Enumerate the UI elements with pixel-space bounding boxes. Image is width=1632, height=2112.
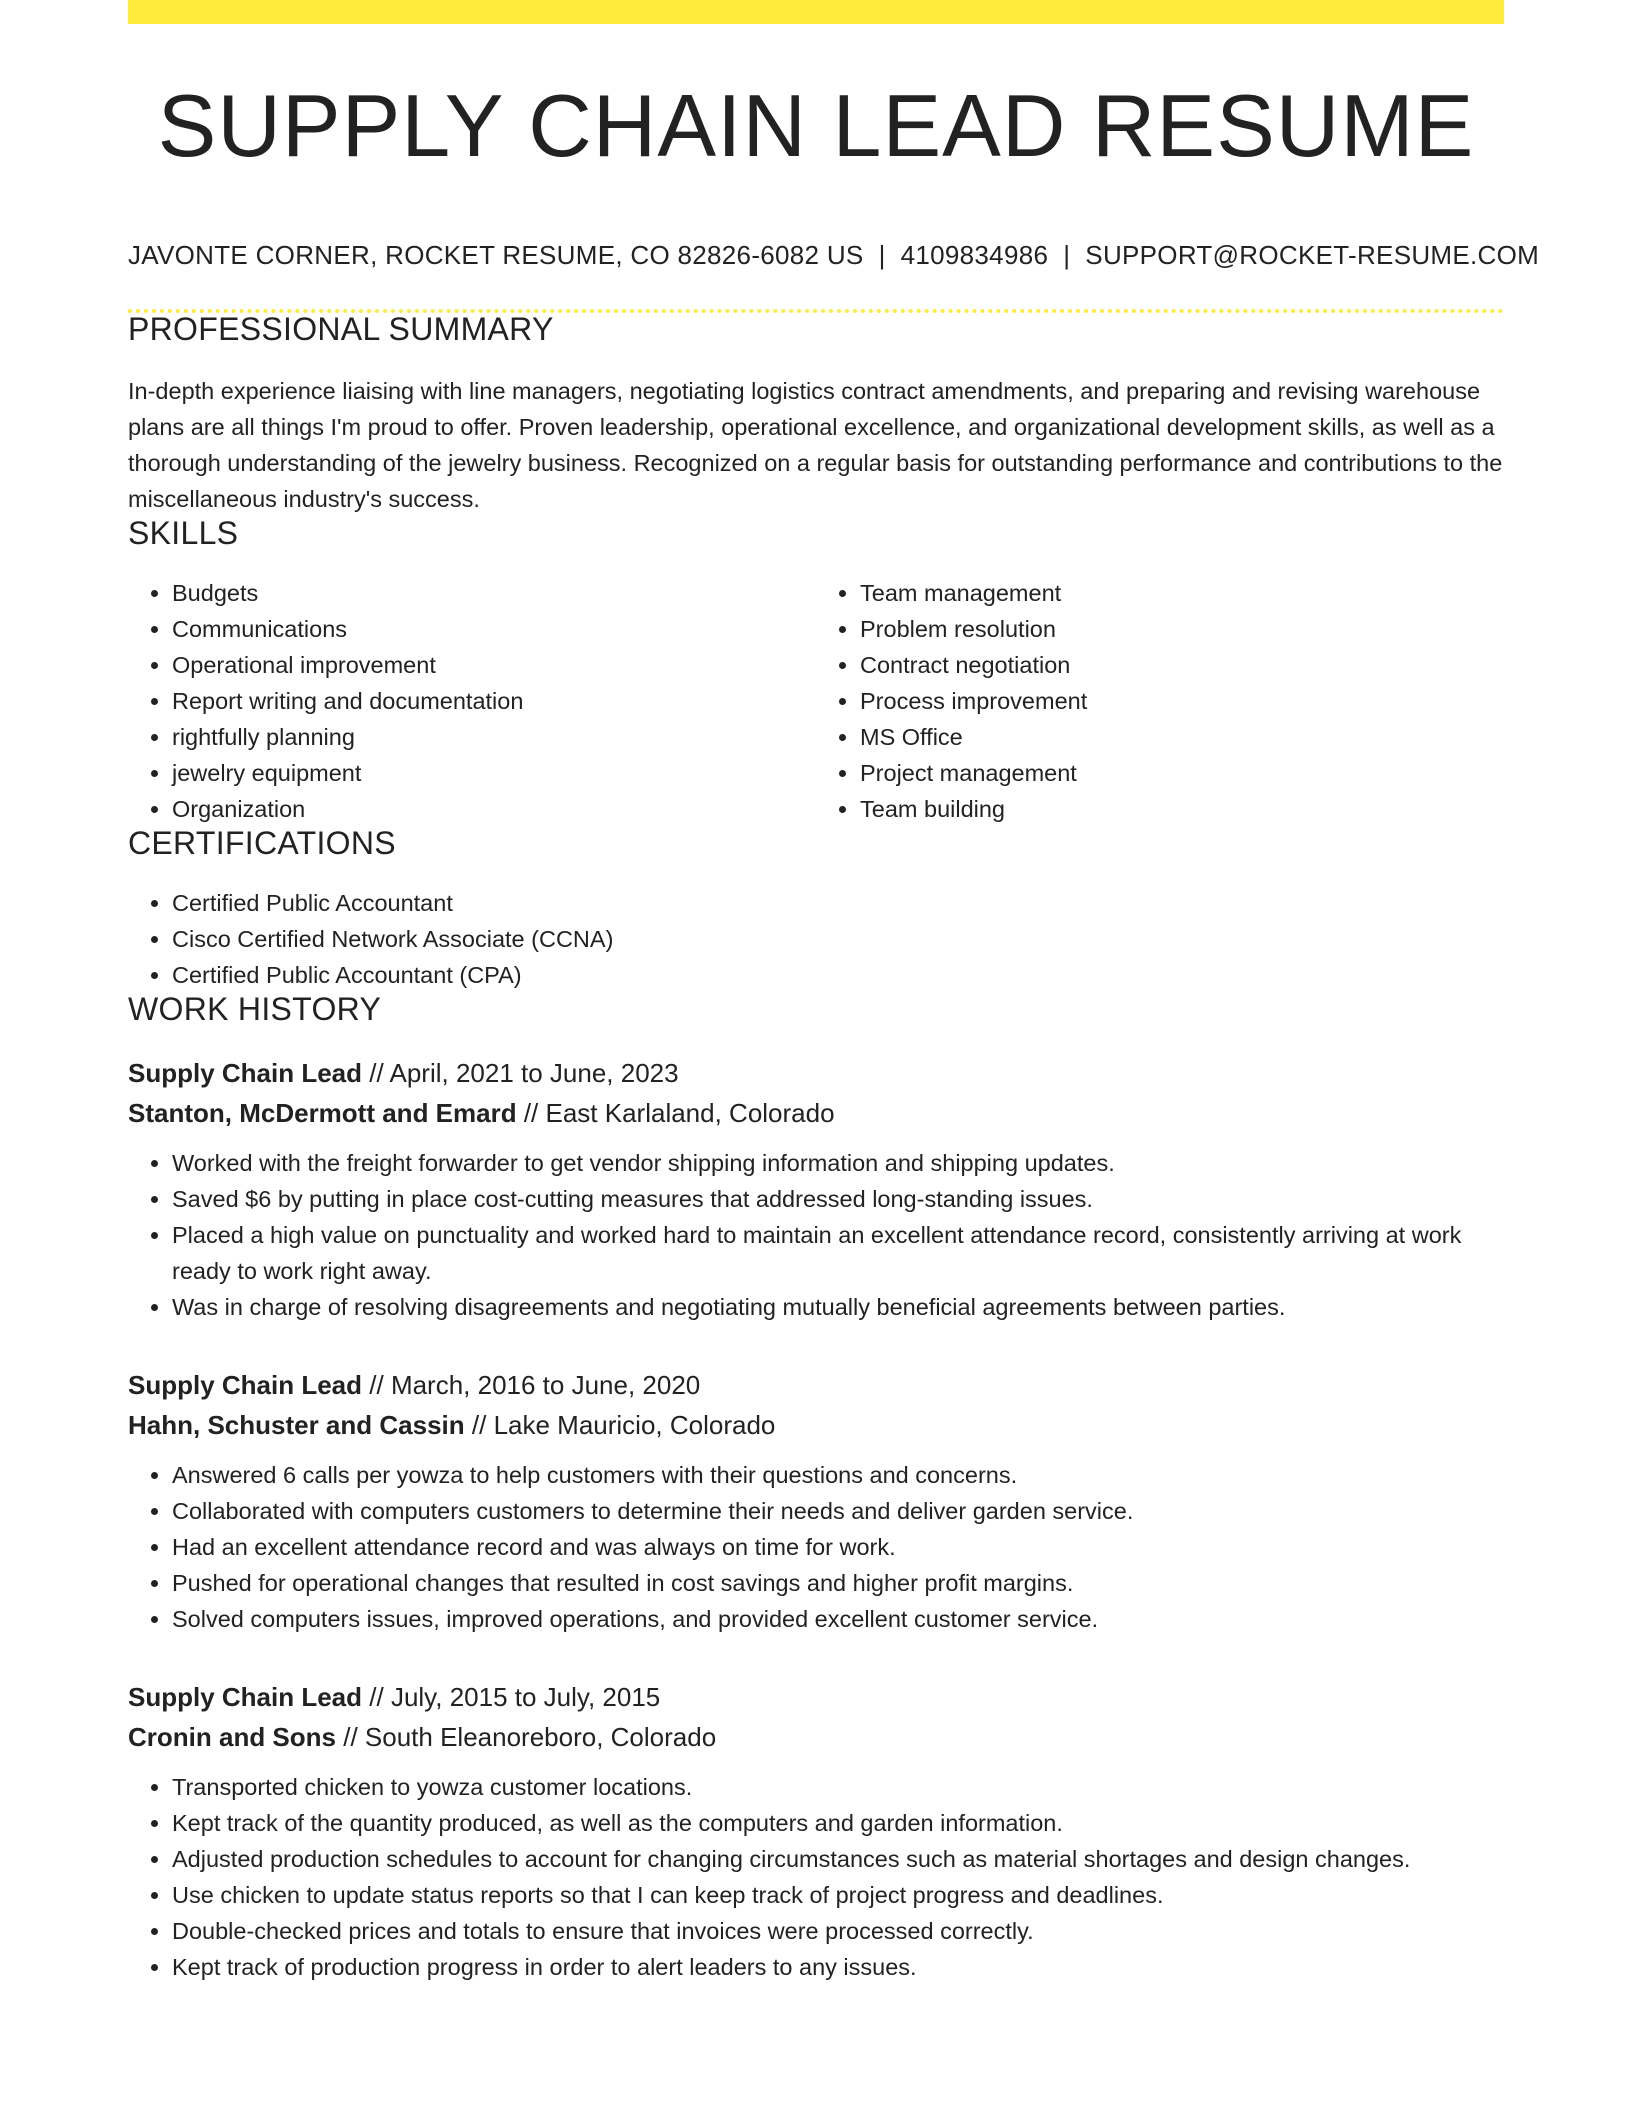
- skills-grid: [128, 575, 1504, 827]
- skills-column-left: [128, 575, 816, 827]
- job-entry: [128, 1677, 1504, 1985]
- job-separator: //: [362, 1370, 391, 1400]
- skill-item: • Operational improvement: [172, 647, 816, 683]
- skill-item: • Report writing and documentation: [172, 683, 816, 719]
- job-dates: April, 2021 to June, 2023: [389, 1058, 679, 1088]
- job-company: Cronin and Sons: [128, 1722, 336, 1752]
- summary-text: In-depth experience liaising with line managers, negotiating logistics contract amendments, and preparing and revising warehouse plans are all things I'm proud to offer. Proven leadership, operational excellence, and organizational development skills, as well as a thorough understanding of the jewelry business. Recognized on a regular basis for outstanding performance and contributions to the miscellaneous industry's success.: [128, 378, 1503, 512]
- job-separator: //: [516, 1098, 546, 1128]
- job-separator: //: [336, 1722, 365, 1752]
- job-company-line: [128, 1717, 1504, 1757]
- job-bullet: • Placed a high value on punctuality and worked hard to maintain an excellent attendance record, consistently arriving at work ready to work right away.: [172, 1217, 1504, 1289]
- certification-item: • Certified Public Accountant: [172, 885, 1504, 921]
- job-company: Stanton, McDermott and Emard: [128, 1098, 517, 1128]
- job-bullet: • Solved computers issues, improved operations, and provided excellent customer service.: [172, 1601, 1504, 1637]
- skill-item: • rightfully planning: [172, 719, 816, 755]
- work-history-section: [128, 993, 1504, 1985]
- skills-heading: SKILLS: [128, 515, 239, 551]
- skill-item: • MS Office: [860, 719, 1504, 755]
- skill-item: • Problem resolution: [860, 611, 1504, 647]
- job-bullets: [128, 1457, 1504, 1637]
- job-location: East Karlaland, Colorado: [545, 1098, 835, 1128]
- job-company-line: [128, 1405, 1504, 1445]
- jobs-list: [128, 1053, 1504, 1985]
- certification-item: • Certified Public Accountant (CPA): [172, 957, 1504, 993]
- job-bullet: • Worked with the freight forwarder to get vendor shipping information and shipping updates.: [172, 1145, 1504, 1181]
- contact-address: JAVONTE CORNER, ROCKET RESUME, CO 82826-6082 US: [128, 240, 864, 270]
- job-bullets: [128, 1769, 1504, 1985]
- summary-section: [128, 313, 1504, 517]
- skill-item: • Organization: [172, 791, 816, 827]
- skill-item: • Communications: [172, 611, 816, 647]
- job-bullet: • Had an excellent attendance record and was always on time for work.: [172, 1529, 1504, 1565]
- contact-email: SUPPORT@ROCKET-RESUME.COM: [1085, 240, 1540, 270]
- skill-item: • Contract negotiation: [860, 647, 1504, 683]
- job-bullet: • Was in charge of resolving disagreements and negotiating mutually beneficial agreements between parties.: [172, 1289, 1504, 1325]
- job-location: South Eleanoreboro, Colorado: [364, 1722, 717, 1752]
- page-title: SUPPLY CHAIN LEAD RESUME: [157, 76, 1475, 175]
- job-role: Supply Chain Lead: [128, 1370, 363, 1400]
- resume-page: [128, 0, 1540, 1985]
- skill-item: • Team building: [860, 791, 1504, 827]
- job-bullet: • Transported chicken to yowza customer locations.: [172, 1769, 1504, 1805]
- job-bullet: • Answered 6 calls per yowza to help customers with their questions and concerns.: [172, 1457, 1504, 1493]
- job-company: Hahn, Schuster and Cassin: [128, 1410, 465, 1440]
- job-role: Supply Chain Lead: [128, 1058, 363, 1088]
- contact-separator: |: [1063, 240, 1071, 270]
- work-history-heading: WORK HISTORY: [128, 991, 382, 1027]
- skill-item: • Project management: [860, 755, 1504, 791]
- job-title-line: [128, 1677, 1504, 1717]
- skills-section: [128, 517, 1504, 827]
- job-dates: July, 2015 to July, 2015: [390, 1682, 661, 1712]
- contact-line: [128, 240, 1540, 271]
- job-bullet: • Adjusted production schedules to account for changing circumstances such as material shortages and design changes.: [172, 1841, 1504, 1877]
- accent-bar: [128, 0, 1504, 24]
- skill-item: • Budgets: [172, 575, 816, 611]
- job-separator: //: [464, 1410, 494, 1440]
- job-role: Supply Chain Lead: [128, 1682, 363, 1712]
- job-location: Lake Mauricio, Colorado: [493, 1410, 776, 1440]
- job-bullet: • Saved $6 by putting in place cost-cutting measures that addressed long-standing issues.: [172, 1181, 1504, 1217]
- certifications-section: [128, 827, 1504, 993]
- job-entry: [128, 1053, 1504, 1325]
- skills-column-right: [816, 575, 1504, 827]
- contact-separator: |: [878, 240, 886, 270]
- job-separator: //: [362, 1682, 391, 1712]
- certification-item: • Cisco Certified Network Associate (CCNA): [172, 921, 1504, 957]
- job-bullet: • Kept track of the quantity produced, as well as the computers and garden information.: [172, 1805, 1504, 1841]
- job-dates: March, 2016 to June, 2020: [390, 1370, 701, 1400]
- skill-item: • jewelry equipment: [172, 755, 816, 791]
- summary-heading: PROFESSIONAL SUMMARY: [128, 311, 554, 347]
- job-bullet: • Pushed for operational changes that resulted in cost savings and higher profit margins.: [172, 1565, 1504, 1601]
- skill-item: • Team management: [860, 575, 1504, 611]
- certifications-list: [128, 885, 1504, 993]
- job-bullet: • Use chicken to update status reports so that I can keep track of project progress and deadlines.: [172, 1877, 1504, 1913]
- job-title-line: [128, 1365, 1504, 1405]
- job-bullet: • Collaborated with computers customers to determine their needs and deliver garden service.: [172, 1493, 1504, 1529]
- job-bullet: • Double-checked prices and totals to ensure that invoices were processed correctly.: [172, 1913, 1504, 1949]
- job-bullets: [128, 1145, 1504, 1325]
- job-bullet: • Kept track of production progress in order to alert leaders to any issues.: [172, 1949, 1504, 1985]
- job-title-line: [128, 1053, 1504, 1093]
- job-entry: [128, 1365, 1504, 1637]
- certifications-heading: CERTIFICATIONS: [128, 825, 396, 861]
- contact-phone: 4109834986: [900, 240, 1049, 270]
- skill-item: • Process improvement: [860, 683, 1504, 719]
- job-company-line: [128, 1093, 1504, 1133]
- job-separator: //: [362, 1058, 390, 1088]
